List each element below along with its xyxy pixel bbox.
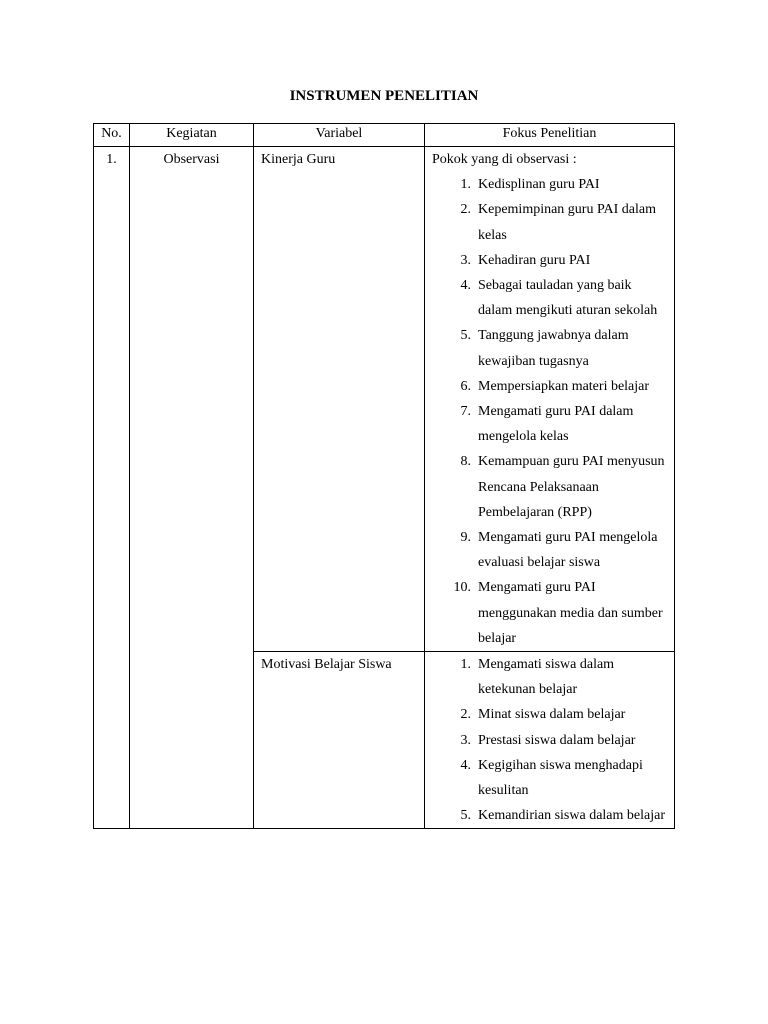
list-item-number: 9.: [460, 530, 471, 546]
research-instrument-table: [93, 123, 675, 829]
list-item: [432, 803, 667, 828]
header-fokus-penelitian: Fokus Penelitian: [425, 124, 675, 147]
table-header-row: [94, 124, 675, 147]
list-item-text: Mengamati guru PAI dalam mengelola kelas: [478, 404, 634, 445]
cell-kegiatan: Observasi: [130, 147, 254, 829]
list-item-number: 2.: [460, 202, 471, 218]
list-item-text: Kemandirian siswa dalam belajar: [478, 808, 665, 824]
list-item-text: Mengamati guru PAI menggunakan media dan sumber belajar: [478, 580, 663, 646]
list-item-number: 1.: [460, 657, 471, 673]
list-item-number: 6.: [460, 378, 471, 394]
header-variabel: Variabel: [254, 124, 425, 147]
list-item-text: Mengamati guru PAI mengelola evaluasi belajar siswa: [478, 530, 658, 571]
cell-variabel-motivasi-belajar: Motivasi Belajar Siswa: [254, 652, 425, 829]
list-item-number: 5.: [460, 808, 471, 824]
list-item: [432, 172, 667, 197]
list-item-number: 8.: [460, 454, 471, 470]
list-item: [432, 273, 667, 323]
page-title: INSTRUMEN PENELITIAN: [289, 88, 479, 104]
list-item-number: 5.: [460, 328, 471, 344]
list-item-number: 1.: [460, 177, 471, 193]
list-item-text: Kehadiran guru PAI: [478, 252, 591, 268]
list-item-text: Tanggung jawabnya dalam kewajiban tugasnya: [478, 328, 629, 369]
list-item-text: Kedisplinan guru PAI: [478, 177, 600, 193]
list-item: [432, 753, 667, 803]
list-item: [432, 323, 667, 373]
cell-variabel-kinerja-guru: Kinerja Guru: [254, 147, 425, 652]
focus-intro: Pokok yang di observasi :: [432, 152, 577, 167]
list-item: [432, 575, 667, 651]
list-item-text: Sebagai tauladan yang baik dalam mengikuti aturan sekolah: [478, 278, 658, 319]
list-item-number: 4.: [460, 757, 471, 773]
header-kegiatan: Kegiatan: [130, 124, 254, 147]
focus-list-motivasi-belajar: [432, 652, 667, 828]
list-item: [432, 374, 667, 399]
list-item-number: 7.: [460, 404, 471, 420]
list-item: [432, 248, 667, 273]
list-item: [432, 728, 667, 753]
list-item-text: Kegigihan siswa menghadapi kesulitan: [478, 757, 643, 799]
list-item: [432, 399, 667, 449]
focus-list-kinerja-guru: [432, 172, 667, 651]
cell-fokus-motivasi-belajar: [425, 652, 675, 829]
list-item-number: 4.: [460, 278, 471, 294]
cell-no: 1.: [94, 147, 130, 829]
list-item-text: Prestasi siswa dalam belajar: [478, 732, 636, 748]
list-item: [432, 449, 667, 525]
list-item-text: Minat siswa dalam belajar: [478, 707, 626, 723]
list-item: [432, 197, 667, 247]
list-item-text: Kemampuan guru PAI menyusun Rencana Pelaksanaan Pembelajaran (RPP): [478, 454, 665, 520]
list-item: [432, 652, 667, 702]
list-item-text: Kepemimpinan guru PAI dalam kelas: [478, 202, 656, 243]
header-no: No.: [94, 124, 130, 147]
list-item-text: Mengamati siswa dalam ketekunan belajar: [478, 657, 615, 698]
list-item-number: 3.: [460, 252, 471, 268]
list-item-text: Mempersiapkan materi belajar: [478, 378, 650, 394]
list-item-number: 2.: [460, 707, 471, 723]
list-item: [432, 702, 667, 727]
table-row: [94, 147, 675, 652]
list-item-number: 3.: [460, 732, 471, 748]
list-item: [432, 525, 667, 575]
cell-fokus-kinerja-guru: [425, 147, 675, 652]
list-item-number: 10.: [453, 580, 471, 596]
